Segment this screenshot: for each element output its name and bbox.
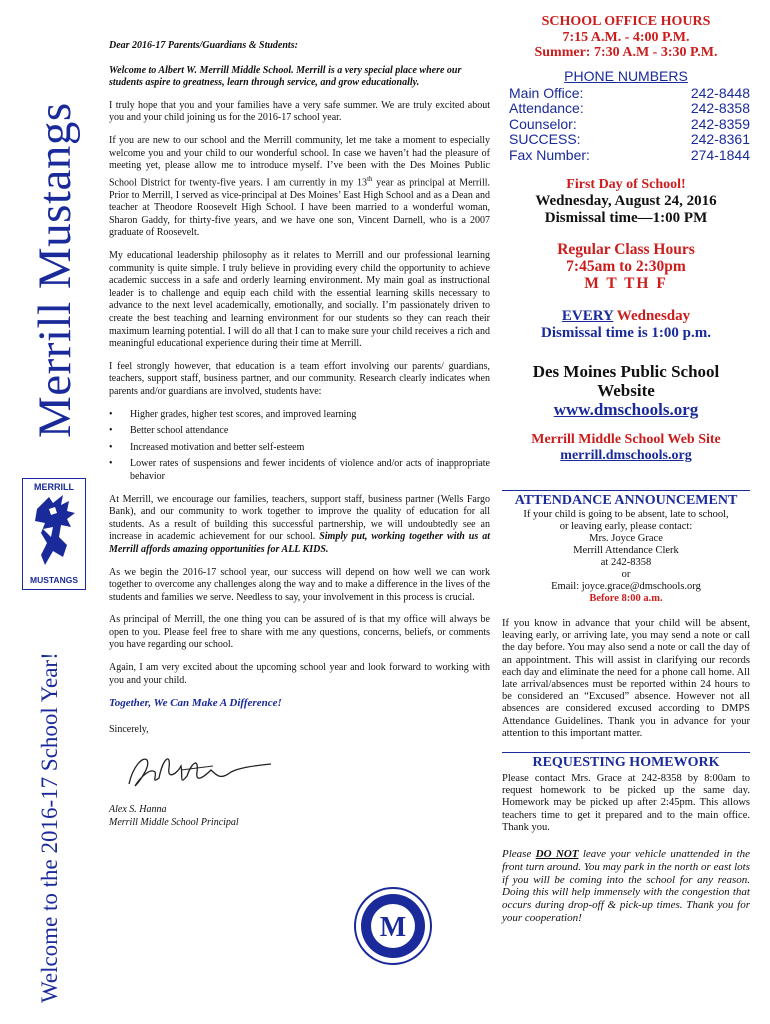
seal-letter: M — [379, 912, 407, 943]
principal-letter — [109, 40, 490, 840]
phone-row: Fax Number: 274-1844 — [509, 146, 750, 163]
list-item: • Increased motivation and better self-esteem — [109, 442, 490, 455]
signature-image — [121, 746, 281, 794]
phone-numbers-title: PHONE NUMBERS — [564, 67, 688, 84]
letter-salutation: Dear 2016-17 Parents/Guardians & Students: — [109, 40, 298, 51]
phone-row: Main Office: 242-8448 — [509, 84, 750, 101]
regular-hours-days: M T TH F — [584, 275, 668, 292]
dmps-website-link[interactable]: www.dmschools.org — [553, 400, 699, 419]
phone-row: Counselor: 242-8359 — [509, 115, 750, 132]
letter-paragraph-2: If you are new to our school and the Merrill community, let me take a moment to especially welcome you and your child to our wonderful school. In case we haven’t had the pleasure of meeting yet, please allow me to introduce myself. I’ve been with the Des Moines Public School District for twenty-five years. I am currently in my 13th year as principal at Merrill. Prior to Merrill, I served as vice-principal at Des Moines’ East High School and as a Dean and teacher at Theodore Roosevelt High School. I have been married to a wonderful woman, Sharon Gaddy, for thirty-five years, and we have one son, Vincent Darnell, who is a 2007 graduate of Roosevelt. — [109, 134, 491, 239]
list-item: • Higher grades, higher test scores, and improved learning — [109, 409, 490, 422]
homework-section — [502, 752, 750, 834]
letter-closing: Sincerely, — [109, 723, 149, 735]
logo-top-label: MERRILL — [34, 482, 74, 492]
first-day-dismissal: Dismissal time—1:00 PM — [544, 210, 708, 226]
first-day-label: First Day of School! — [566, 177, 686, 192]
office-hours: 7:15 A.M. - 4:00 P.M. — [562, 29, 690, 45]
involvement-benefits-list — [109, 409, 490, 484]
info-sidebar — [502, 14, 750, 925]
logo-bottom-label: MUSTANGS — [29, 575, 78, 585]
list-item: • Better school attendance — [109, 425, 490, 438]
homework-title: REQUESTING HOMEWORK — [502, 752, 750, 771]
wednesday-schedule: EVERY Wednesday — [561, 308, 691, 324]
drop-off-notice: Please DO NOT leave your vehicle unattended in the front turn around. You may park in the north or east lots if you will be coming into the school for any reason. Doing this will help immensely with the congestion that occurs during drop-off & pick-up times. Thank you for your cooperation! — [502, 848, 750, 925]
attendance-contact: If your child is going to be absent, late to school, or leaving early, please contact: Mrs. Joyce Grace Merrill Attendance Clerk at 242-8358 or Email: joyce.grace@dmschools.org — [523, 509, 729, 592]
summer-hours: Summer: 7:30 A.M - 3:30 P.M. — [534, 45, 718, 60]
attendance-title: ATTENDANCE ANNOUNCEMENT — [502, 490, 750, 509]
merrill-website-link[interactable]: merrill.dmschools.org — [560, 448, 692, 463]
school-name-vertical-title: Merrill Mustangs — [29, 102, 81, 438]
attendance-deadline: Before 8:00 a.m. — [589, 593, 663, 604]
dmps-website-title: Des Moines Public School Website — [532, 362, 720, 400]
list-item: • Lower rates of suspensions and fewer incidents of violence and/or acts of inappropriate behavior — [109, 458, 490, 483]
letter-paragraph-4: I feel strongly however, that education is a team effort involving our parents/ guardians, teachers, support staff, business partner, and our community. Research clearly indicates when parents and/or guardians are involved, students have: — [109, 360, 490, 397]
signature-title: Merrill Middle School Principal — [109, 817, 239, 829]
signature-name: Alex S. Hanna — [109, 804, 167, 816]
first-day-date: Wednesday, August 24, 2016 — [535, 193, 717, 209]
letter-paragraph-5: At Merrill, we encourage our families, teachers, support staff, business partner (Wells Fargo Bank), and our community to work together to improve the quality of education for all students. As a result of building this successful partnership, we will undoubtedly see an increase in academic achievement for our school. Simply put, working together with us at Merrill affords amazing opportunities for ALL KIDS. — [109, 493, 490, 555]
phone-list — [502, 86, 750, 164]
mustang-logo — [22, 478, 86, 590]
homework-paragraph: Please contact Mrs. Grace at 242-8358 by 8:00am to request homework to be picked up the same day. Homework may be picked up after 2:45pm. This allows teachers time to get it prepared and to the main office. Thank you. — [502, 773, 750, 833]
office-hours-title: SCHOOL OFFICE HOURS — [541, 14, 711, 29]
merrill-website-title: Merrill Middle School Web Site — [531, 432, 721, 447]
letter-paragraph-8: Again, I am very excited about the upcoming school year and look forward to working with you and your child. — [109, 662, 490, 686]
letter-paragraph-1: I truly hope that you and your families have a very safe summer. We are truly excited about you and your child joining us for the 2016-17 school year. — [109, 99, 490, 124]
wednesday-dismissal: Dismissal time is 1:00 p.m. — [541, 325, 711, 341]
regular-hours-time: 7:45am to 2:30pm — [566, 258, 686, 275]
school-seal-icon — [353, 886, 433, 966]
welcome-vertical-title: Welcome to the 2016-17 School Year! — [37, 652, 62, 1003]
letter-paragraph-3: My educational leadership philosophy as it relates to Merrill and our professional learning community is quite simple. I truly believe in providing every child the opportunity to achieve academic success in a safe and orderly learning environment. My main goal as instructional leader is to challenge and equip each child with the essential learning skills necessary to advance to the next level academically, emotionally, and socially. I’m passionately driven to create the best teaching and learning environment for our students so they can reach their maximum learning potential. I will do all that I can to make sure your child receives a rich and meaningful educational experience during their time at Merrill. — [109, 250, 490, 350]
phone-row: Attendance: 242-8358 — [509, 100, 750, 116]
letter-paragraph-6: As we begin the 2016-17 school year, our success will depend on how well we can work together to overcome any challenges along the way and to make a difference in the lives of the students and families we serve. Needless to say, your involvement in this process is crucial. — [109, 566, 490, 603]
attendance-paragraph: If you know in advance that your child will be absent, leaving early, or arriving late, you may send a note or call the day before. You may also send a note or call the day of an appointment. This will assist in clarifying our records each day and eliminate the need for a phone call home. All late arrival/absences must be reported within 24 hours to be considered an “Excused” absence. However not all absences are considered excused according to DMPS Attendance Guidelines. Thank you in advance for your attention to this important matter. — [502, 618, 750, 739]
together-slogan: Together, We Can Make A Difference! — [109, 697, 282, 710]
phone-row: SUCCESS: 242-8361 — [509, 131, 750, 147]
regular-hours-title: Regular Class Hours — [557, 241, 695, 258]
letter-welcome: Welcome to Albert W. Merrill Middle School. Merrill is a very special place where our students aspire to greatness, learn through service, and grow educationally. — [109, 64, 462, 89]
attendance-section — [502, 490, 750, 740]
letter-paragraph-7: As principal of Merrill, the one thing you can be assured of is that my office will always be open to you. Please feel free to share with me any questions, concerns, beliefs, or comments you have regarding our school. — [109, 614, 490, 651]
